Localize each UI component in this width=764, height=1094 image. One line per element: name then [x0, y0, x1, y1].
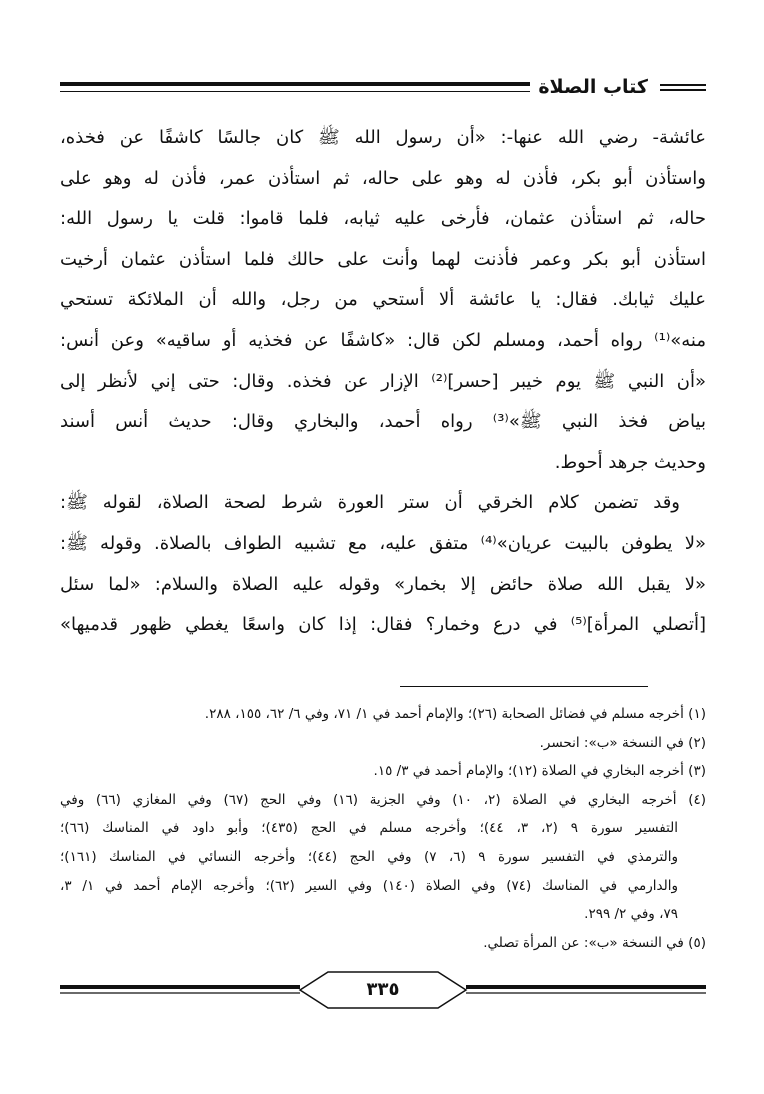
footnote-2: (٢) في النسخة «ب»: انحسر.	[539, 734, 706, 751]
footnote-4: (٤) أخرجه البخاري في الصلاة (٢، ١٠) وفي الجزية (١٦) وفي الحج (٦٧) وفي المغازي (٦٦) وفي	[60, 791, 707, 808]
text-line: [أتصلي المرأة]⁽⁵⁾ في درع وخمار؟ فقال: إذا كان واسعًا يغطي ظهور قدميها»	[60, 614, 706, 636]
text-line: «لا يقبل الله صلاة حائض إلا بخمار» وقوله عليه الصلاة والسلام: «لما سئل	[60, 573, 706, 595]
text-line: عائشة- رضي الله عنها-: «أن رسول الله ﷺ كان جالسًا كاشفًا عن فخذه،	[60, 127, 706, 148]
text-line: بياض فخذ النبي ﷺ»⁽³⁾ رواه أحمد، والبخاري وقال: حديث أنس أسند	[60, 411, 706, 433]
main-text	[60, 118, 706, 646]
text-line: استأذن أبو بكر وعمر فأذنت لهما وأنت على حالك فلما استأذن عثمان أرخيت	[60, 248, 706, 270]
book-title: كتاب الصلاة	[538, 76, 648, 98]
footnote-5: (٥) في النسخة «ب»: عن المرأة تصلي.	[483, 934, 706, 951]
text-line: عليك ثيابك. فقال: يا عائشة ألا أستحي من رجل، والله أن الملائكة تستحي	[60, 289, 706, 311]
text-line: «أن النبي ﷺ يوم خيبر [حسر]⁽²⁾ الإزار عن فخذه. وقال: حتى إني لأنظر إلى	[60, 370, 706, 392]
page-footer	[60, 960, 706, 1020]
footnote-4-continued: ٧٩، وفي ٢/ ٢٩٩.	[584, 906, 678, 923]
footnote-4-continued: التفسير سورة ٩ (٢، ٣، ٤٤)؛ وأخرجه مسلم في الحج (٤٣٥)؛ وأبو داود في المناسك (٦٦)؛	[60, 820, 679, 837]
footnote-1: (١) أخرجه مسلم في فضائل الصحابة (٢٦)؛ والإمام أحمد في ١/ ٧١، وفي ٦/ ٦٢، ١٥٥، ٢٨٨.	[204, 706, 706, 722]
footnotes	[60, 700, 706, 957]
running-header	[60, 72, 706, 102]
footnote-4-continued: والترمذي في التفسير سورة ٩ (٦، ٧) وفي الحج (٤٤)؛ وأخرجه النسائي في المناسك (١٦١)؛	[60, 848, 678, 865]
header-rule	[60, 82, 530, 92]
text-line: حاله، ثم استأذن عثمان، فأرخى عليه ثيابه، فلما قاموا: قلت يا رسول الله:	[60, 208, 706, 230]
paragraph-start-line: وقد تضمن كلام الخرقي أن ستر العورة شرط لصحة الصلاة، لقوله ﷺ:	[60, 492, 680, 514]
page-number: ٣٣٥	[366, 979, 400, 1000]
footnote-4-continued: والدارمي في المناسك (٧٤) وفي الصلاة (١٤٠) وفي السير (٦٢)؛ وأخرجه الإمام أحمد في ١/ ٣،	[60, 877, 678, 894]
footnote-separator	[400, 686, 648, 687]
text-line: منه»⁽¹⁾ رواه أحمد، ومسلم لكن قال: «كاشفًا عن فخذيه أو ساقيه» وعن أنس:	[60, 329, 706, 351]
text-line: واستأذن أبو بكر، فأذن له وهو على حاله، ثم استأذن عمر، فأذن له وهو على	[60, 167, 706, 189]
text-line: وحديث جرهد أحوط.	[554, 451, 706, 473]
text-line: «لا يطوفن بالبيت عريان»⁽⁴⁾ متفق عليه، مع تشبيه الطواف بالصلاة. وقوله ﷺ:	[60, 532, 706, 554]
footnote-3: (٣) أخرجه البخاري في الصلاة (١٢)؛ والإمام أحمد في ٣/ ١٥.	[373, 763, 706, 780]
header-dash-ornament	[660, 84, 706, 91]
